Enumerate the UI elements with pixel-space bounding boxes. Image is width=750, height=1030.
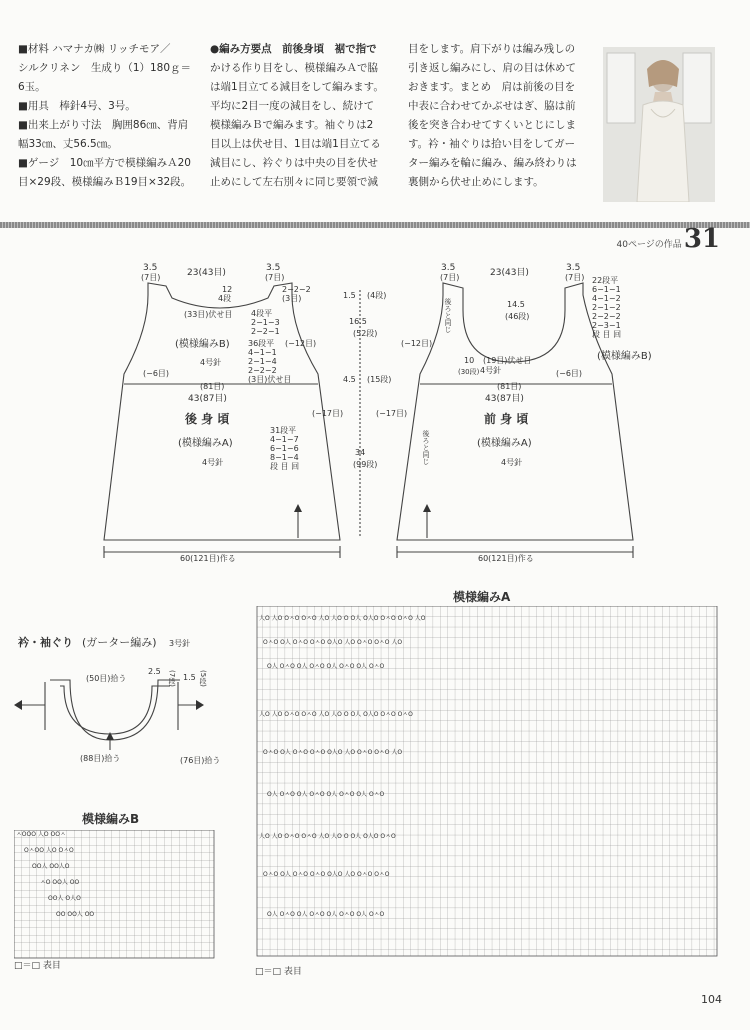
svg-text:人O 人O OㅅO OㅅO 人O 人O O O人 O人O O: 人O 人O OㅅO OㅅO 人O 人O O O人 O人O OㅅO	[259, 833, 396, 840]
size-line-2: 幅33㎝、丈56.5㎝。	[18, 138, 118, 150]
height-1: 1.5	[343, 291, 356, 300]
back-shoulder-st: (7目)	[141, 273, 161, 282]
collar-depth-2-rows: (5段)	[199, 670, 207, 687]
back-neck-small: 12	[222, 285, 233, 294]
method-line: 引き返し編みにし、肩の目は休めて	[408, 62, 576, 74]
collar-title: 衿・袖ぐり	[18, 636, 73, 649]
svg-text:OㅅO O人 OㅅO OㅅO O人O 人O OㅅO OㅅO: OㅅO O人 OㅅO OㅅO O人O 人O OㅅO OㅅO	[263, 871, 390, 878]
pattern-a-chart	[255, 606, 735, 980]
method-line: 目をします。肩下がりは編み残しの	[408, 43, 576, 55]
svg-text:O人 OㅅO O人 OㅅO O人 OㅅO O人 OㅅO: O人 OㅅO O人 OㅅO O人 OㅅO O人 OㅅO	[267, 791, 385, 798]
pattern-number: 31	[683, 224, 720, 254]
gauge-line: ■ゲージ 10㎝平方で模様編みＡ20	[18, 157, 191, 169]
front-neck-depth: 14.5	[507, 300, 525, 309]
front-pattern-a: (模様編みA)	[477, 438, 532, 449]
method-line: かける作り目をし、模様編みＡで脇	[210, 62, 378, 74]
back-dec-12: (−12目)	[285, 339, 317, 348]
front-needle-b: 4号針	[480, 366, 502, 375]
collar-diagram	[0, 630, 250, 780]
height-2: 16.5	[349, 317, 367, 326]
collar-arrow-left	[14, 700, 22, 710]
front-shoulder-st: (7目)	[440, 273, 460, 282]
pattern-b-legend: □＝□ 表目	[14, 961, 61, 970]
collar-depth-1: 2.5	[148, 667, 161, 676]
front-bottom-rows: (30段)	[458, 368, 480, 376]
height-4: 34	[355, 448, 366, 457]
method-line: は端1目立てる減目をして編みます。	[210, 81, 384, 93]
materials-line-1: ■材料 ハマナカ㈱ リッチモア／	[18, 43, 171, 55]
back-arrow-head	[294, 504, 302, 512]
height-3-rows: (15段)	[367, 375, 392, 384]
back-pattern-b: (模様編みB)	[175, 339, 230, 350]
method-line: 減目にし、衿ぐりは中央の目を伏せ	[210, 157, 378, 169]
collar-pick-side: (76目)拾う	[180, 756, 221, 765]
model-photo	[603, 47, 715, 202]
back-arm-shaping: 36段平 4−1−1 2−1−4 2−2−2 (3目)伏せ目	[248, 339, 292, 384]
collar-depth-1-rows: (7段)	[168, 670, 176, 687]
collar-subtitle: (ガーター編み)	[82, 636, 157, 649]
pattern-b-chart	[14, 830, 224, 970]
back-needle-b: 4号針	[200, 358, 222, 367]
height-3: 4.5	[343, 375, 356, 384]
front-dec-12: (−12目)	[401, 339, 433, 348]
back-shoulder-st-r: (7目)	[265, 273, 285, 282]
front-chest-st: (81目)	[497, 382, 522, 391]
back-shoulder-label-r: 3.5	[266, 263, 281, 273]
pattern-a-title: 模様編みA	[453, 590, 511, 604]
schematic-diagrams	[0, 250, 750, 570]
method-line: 裏側から伏せ止めにします。	[408, 176, 544, 188]
back-shoulder-shaping	[282, 285, 311, 303]
svg-text:ㅅO OO人 OO: ㅅO OO人 OO	[40, 879, 80, 886]
back-dec-6: (−6目)	[143, 369, 170, 378]
pattern-b-title: 模様編みB	[82, 812, 140, 826]
method-line: ター編みを輪に編み、編み終わりは	[408, 157, 577, 169]
collar-arrow-right	[196, 700, 204, 710]
front-neck-bind: (19目)伏せ目	[483, 356, 532, 365]
front-top-width: 23(43目)	[490, 268, 529, 278]
svg-text:O人 OㅅO O人 OㅅO O人 OㅅO O人 OㅅO: O人 OㅅO O人 OㅅO O人 OㅅO O人 OㅅO	[267, 911, 385, 918]
back-pattern-a: (模様編みA)	[178, 438, 233, 449]
front-chest: 43(87目)	[485, 394, 524, 404]
method-line: 後を突き合わせてすくいとじにしま	[408, 119, 576, 131]
back-neck-rows: 4段	[218, 294, 232, 303]
svg-text:OO人 OO人O: OO人 OO人O	[32, 863, 70, 870]
materials-line-2: シルクリネン 生成り（1）180ｇ＝	[18, 62, 192, 74]
svg-text:ㅅOOO 人O OOㅅ: ㅅOOO 人O OOㅅ	[16, 831, 66, 838]
svg-text:人O 人O OㅅO OㅅO 人O 人O O O人 O人O O: 人O 人O OㅅO OㅅO 人O 人O O O人 O人O OㅅO OㅅO	[259, 711, 413, 718]
back-chest-st: (81目)	[200, 382, 225, 391]
svg-text:OO人 O人O: OO人 O人O	[48, 895, 81, 902]
back-shoulder-shaping: 2−2−2 (3目)	[282, 285, 311, 303]
back-top-width: 23(43目)	[187, 268, 226, 278]
front-pattern-b: (模様編みB)	[597, 351, 652, 362]
back-side-shaping: 31段平 4−1−7 6−1−6 8−1−4 段 目 回	[270, 426, 300, 471]
collar-arrow-up	[106, 732, 114, 740]
collar-outer	[50, 680, 180, 740]
materials-block	[18, 40, 191, 192]
back-title: 後 身 頃	[185, 412, 230, 426]
height-2-rows: (52段)	[353, 329, 378, 338]
back-neck-shaping: 4段平 2−1−3 2−2−1	[251, 309, 280, 336]
front-side-note: 後ろと同じ	[422, 430, 430, 465]
svg-text:O人 OㅅO O人 OㅅO O人 OㅅO O人 OㅅO: O人 OㅅO O人 OㅅO O人 OㅅO O人 OㅅO	[267, 663, 385, 670]
back-shoulder-label: 3.5	[143, 263, 158, 273]
back-dec-17: (−17目)	[312, 409, 344, 418]
method-block	[210, 40, 384, 192]
method-line: ●編み方要点 前後身頃 裾で指で	[210, 43, 377, 55]
svg-text:OㅅO O人 OㅅO OㅅO O人O 人O OㅅO OㅅO: OㅅO O人 OㅅO OㅅO O人O 人O OㅅO OㅅO 人O	[263, 639, 403, 646]
page-number: 104	[701, 993, 722, 1006]
method-line: 中表に合わせてかぶせはぎ、脇は前	[408, 100, 576, 112]
svg-text:OㅅO O人 OㅅO OㅅO O人O 人O OㅅO OㅅO: OㅅO O人 OㅅO OㅅO O人O 人O OㅅO OㅅO 人O	[263, 749, 403, 756]
height-1-rows: (4段)	[367, 291, 387, 300]
method-line: 目以上は伏せ目、1目は端1目立てる	[210, 138, 381, 150]
front-neck-note: 後ろと同じ	[444, 298, 452, 333]
method-line: 平均に2目一度の減目をし、続けて	[210, 100, 375, 112]
front-shoulder-st-r: (7目)	[565, 273, 585, 282]
size-line: ■出来上がり寸法 胸囲86㎝、背肩	[18, 119, 189, 131]
gauge-line-2: 目×29段、模様編みＢ19目×32段。	[18, 176, 192, 188]
collar-pick-bottom: (88目)拾う	[80, 754, 121, 763]
front-dec-17: (−17目)	[376, 409, 408, 418]
back-needle-a: 4号針	[202, 458, 224, 467]
method-line: す。衿・袖ぐりは拾い目をしてガー	[408, 138, 576, 150]
front-hem: 60(121目)作る	[478, 554, 534, 563]
svg-text:OO OO人 OO: OO OO人 OO	[56, 911, 95, 918]
pattern-a-legend: □＝□ 表目	[255, 967, 302, 977]
svg-text:OㅅOO 人O OㅅO: OㅅOO 人O OㅅO	[24, 847, 74, 854]
front-title: 前 身 頃	[484, 412, 529, 426]
front-dec-6: (−6目)	[556, 369, 583, 378]
collar-pick-top: (50目)拾う	[86, 674, 127, 683]
front-needle-a: 4号針	[501, 458, 523, 467]
collar-depth-2: 1.5	[183, 673, 196, 682]
height-4-rows: (99段)	[353, 460, 378, 469]
method-line: 止めにして左右別々に同じ要領で減	[210, 176, 378, 188]
back-chest: 43(87目)	[188, 394, 227, 404]
front-arrow-head	[423, 504, 431, 512]
collar-needle: 3号針	[169, 639, 191, 648]
method-block-2	[408, 40, 577, 192]
page-reference: 40ページの作品	[616, 240, 682, 250]
front-shoulder-label-r: 3.5	[566, 263, 581, 273]
front-shoulder-label: 3.5	[441, 263, 456, 273]
front-neck-shaping: 22段平 6−1−1 4−1−2 2−1−2 2−2−2 2−3−1 段 目 回	[592, 276, 622, 339]
materials-line-3: 6玉。	[18, 81, 46, 93]
method-line: おきます。まとめ 肩は前後の目を	[408, 81, 576, 93]
method-line: 模様編みＢで編みます。袖ぐりは2	[210, 119, 374, 131]
front-neck-rows: (46段)	[505, 312, 530, 321]
front-bottom-10: 10	[464, 356, 475, 365]
back-neck-bind: (33目)伏せ目	[184, 310, 233, 319]
tools-line: ■用具 棒針4号、3号。	[18, 100, 136, 112]
svg-text:人O 人O OㅅO OㅅO 人O 人O O O人 O人O O: 人O 人O OㅅO OㅅO 人O 人O O O人 O人O OㅅO OㅅO 人O	[259, 615, 426, 622]
back-hem: 60(121目)作る	[180, 554, 236, 563]
